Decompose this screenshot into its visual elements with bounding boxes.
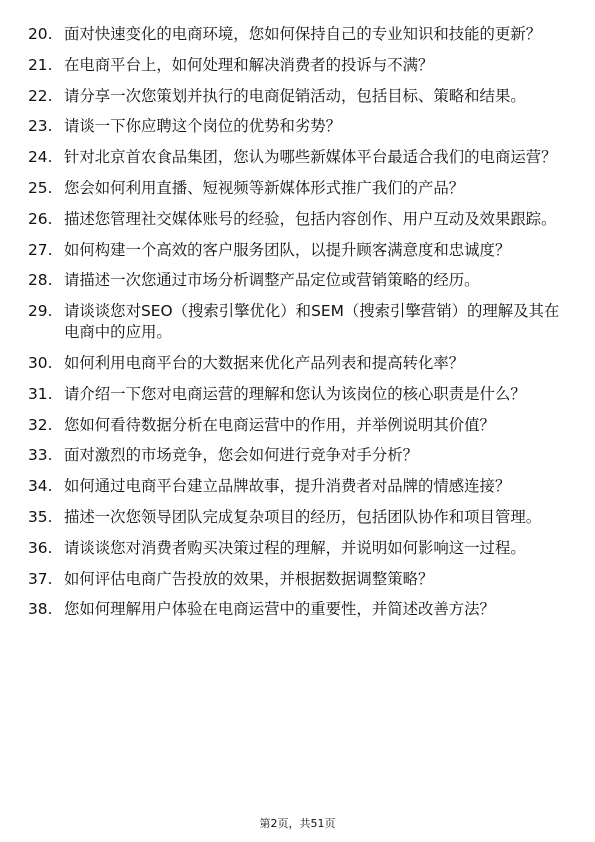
- question-text: 面对激烈的市场竞争，您会如何进行竞争对手分析？: [64, 446, 418, 465]
- question-text: 在电商平台上，如何处理和解决消费者的投诉与不满？: [64, 55, 434, 74]
- question-item: [28, 270, 568, 291]
- question-text: 如何构建一个高效的客户服务团队，以提升顾客满意度和忠诚度？: [64, 240, 511, 259]
- question-text: 请介绍一下您对电商运营的理解和您认为该岗位的核心职责是什么？: [64, 384, 526, 403]
- question-number: 24.: [28, 148, 53, 167]
- question-text: 请描述一次您通过市场分析调整产品定位或营销策略的经历。: [64, 271, 480, 290]
- question-item: [28, 86, 568, 107]
- question-text: 请分享一次您策划并执行的电商促销活动，包括目标、策略和结果。: [64, 86, 526, 105]
- question-number: 22.: [28, 86, 53, 105]
- question-number: 28.: [28, 271, 53, 290]
- question-text: 您会如何利用直播、短视频等新媒体形式推广我们的产品？: [64, 178, 465, 197]
- question-number: 26.: [28, 209, 53, 228]
- question-text: 描述您管理社交媒体账号的经验，包括内容创作、用户互动及效果跟踪。: [64, 209, 557, 228]
- question-list: [28, 24, 568, 630]
- question-number: 25.: [28, 178, 53, 197]
- question-number: 32.: [28, 415, 53, 434]
- question-item: [28, 24, 568, 45]
- question-text: 针对北京首农食品集团，您认为哪些新媒体平台最适合我们的电商运营？: [64, 148, 557, 167]
- question-item: [28, 147, 568, 168]
- question-item: [28, 445, 568, 466]
- question-item: [28, 240, 568, 261]
- question-item: [28, 476, 568, 497]
- question-number: 38.: [28, 600, 53, 619]
- question-item: [28, 569, 568, 590]
- question-item: [28, 116, 568, 137]
- question-text: 请谈一下你应聘这个岗位的优势和劣势？: [64, 117, 342, 136]
- question-number: 29.: [28, 302, 53, 321]
- question-text: 如何通过电商平台建立品牌故事，提升消费者对品牌的情感连接？: [64, 477, 511, 496]
- page-footer: 第2页，共51页: [259, 817, 336, 830]
- question-text: 描述一次您领导团队完成复杂项目的经历，包括团队协作和项目管理。: [64, 507, 542, 526]
- question-text: 面对快速变化的电商环境，您如何保持自己的专业知识和技能的更新？: [64, 25, 542, 43]
- question-text: 请谈谈您对消费者购买决策过程的理解，并说明如何影响这一过程。: [64, 538, 526, 557]
- question-number: 30.: [28, 353, 53, 372]
- question-number: 20.: [28, 25, 53, 43]
- question-number: 23.: [28, 117, 53, 136]
- question-item: [28, 415, 568, 436]
- question-text: 如何利用电商平台的大数据来优化产品列表和提高转化率？: [64, 353, 465, 372]
- question-text: 如何评估电商广告投放的效果，并根据数据调整策略？: [64, 569, 434, 588]
- question-item: [28, 599, 568, 620]
- question-item: [28, 507, 568, 528]
- question-number: 27.: [28, 240, 53, 259]
- question-number: 35.: [28, 507, 53, 526]
- question-item: [28, 209, 568, 230]
- question-item: [28, 384, 568, 405]
- question-item: [28, 538, 568, 559]
- question-item: [28, 353, 568, 374]
- question-text: 您如何看待数据分析在电商运营中的作用，并举例说明其价值？: [64, 415, 495, 434]
- question-item: [28, 301, 568, 343]
- question-item: [28, 55, 568, 76]
- question-number: 34.: [28, 477, 53, 496]
- question-number: 33.: [28, 446, 53, 465]
- question-number: 21.: [28, 55, 53, 74]
- question-number: 36.: [28, 538, 53, 557]
- question-text: 请谈谈您对SEO（搜索引擎优化）和SEM（搜索引擎营销）的理解及其在电商中的应用。: [64, 302, 560, 342]
- question-item: [28, 178, 568, 199]
- question-number: 31.: [28, 384, 53, 403]
- question-number: 37.: [28, 569, 53, 588]
- question-text: 您如何理解用户体验在电商运营中的重要性，并简述改善方法？: [64, 600, 495, 619]
